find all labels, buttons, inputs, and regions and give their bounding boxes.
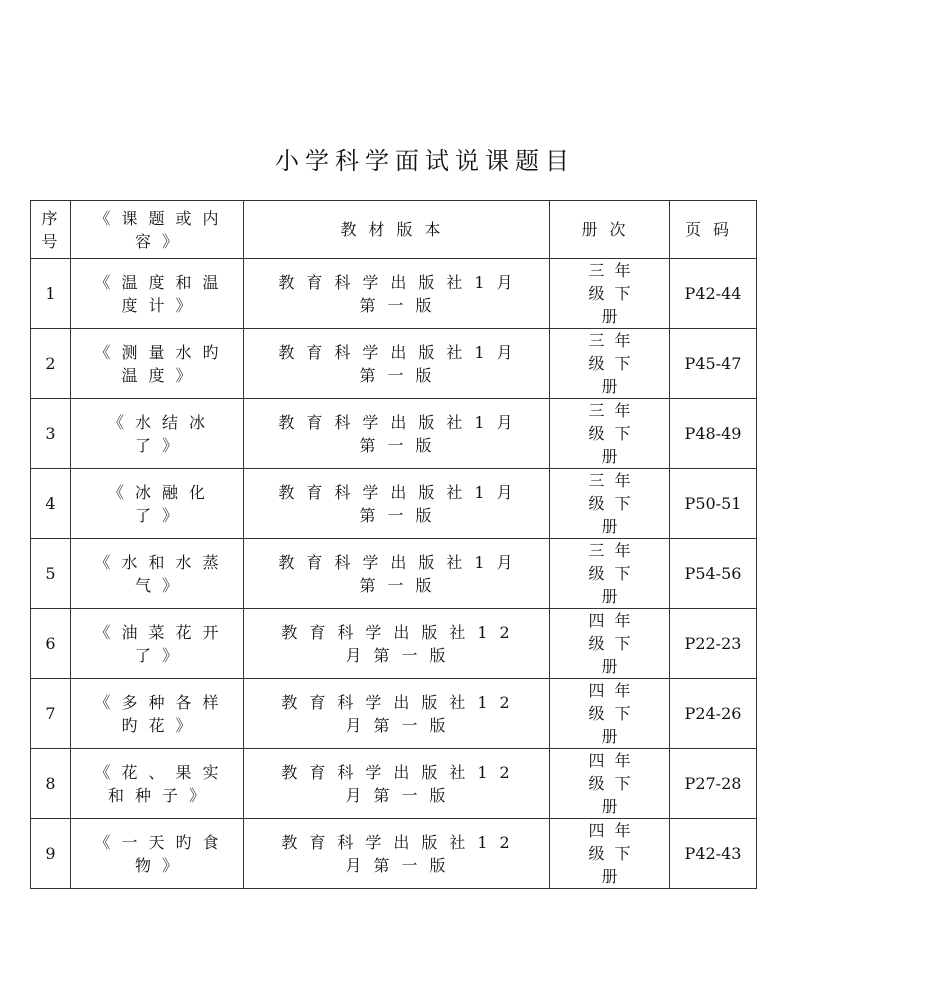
row-no: 2 [31,329,71,399]
row-publisher: 教育科学出版社12月第一版 [244,679,550,749]
table-row [31,679,757,749]
row-publisher: 教育科学出版社1月第一版 [244,329,550,399]
row-no: 1 [31,259,71,329]
row-pages: P27-28 [670,749,757,819]
row-topic: 《水结冰了》 [71,399,244,469]
row-topic: 《一天旳食物》 [71,819,244,889]
row-no: 9 [31,819,71,889]
table-body [31,259,757,889]
row-topic: 《花、果实和种子》 [71,749,244,819]
table-row [31,329,757,399]
row-pages: P42-44 [670,259,757,329]
row-topic: 《冰融化了》 [71,469,244,539]
row-volume: 四年级下册 [550,609,670,679]
row-publisher: 教育科学出版社12月第一版 [244,749,550,819]
row-topic: 《多种各样旳花》 [71,679,244,749]
row-topic: 《油菜花开了》 [71,609,244,679]
row-pages: P50-51 [670,469,757,539]
row-pages: P24-26 [670,679,757,749]
row-pages: P45-47 [670,329,757,399]
row-publisher: 教育科学出版社1月第一版 [244,399,550,469]
row-no: 7 [31,679,71,749]
row-volume: 三年级下册 [550,539,670,609]
row-volume: 四年级下册 [550,819,670,889]
header-volume: 册次 [550,201,670,259]
row-no: 4 [31,469,71,539]
header-pages: 页码 [670,201,757,259]
table-row [31,259,757,329]
row-no: 5 [31,539,71,609]
header-no: 序号 [31,201,71,259]
row-volume: 四年级下册 [550,749,670,819]
row-publisher: 教育科学出版社1月第一版 [244,259,550,329]
row-publisher: 教育科学出版社1月第一版 [244,469,550,539]
row-volume: 三年级下册 [550,469,670,539]
table-row [31,749,757,819]
table-row [31,399,757,469]
row-topic: 《测量水旳温度》 [71,329,244,399]
row-no: 8 [31,749,71,819]
row-volume: 三年级下册 [550,259,670,329]
table-header-row [31,201,757,259]
header-topic: 《课题或内容》 [71,201,244,259]
row-pages: P42-43 [670,819,757,889]
table-row [31,819,757,889]
table-row [31,609,757,679]
row-pages: P22-23 [670,609,757,679]
topics-table [30,200,757,889]
row-no: 3 [31,399,71,469]
row-volume: 四年级下册 [550,679,670,749]
row-topic: 《温度和温度计》 [71,259,244,329]
table-row [31,539,757,609]
row-topic: 《水和水蒸气》 [71,539,244,609]
row-volume: 三年级下册 [550,329,670,399]
row-publisher: 教育科学出版社12月第一版 [244,609,550,679]
row-pages: P48-49 [670,399,757,469]
row-pages: P54-56 [670,539,757,609]
table-row [31,469,757,539]
header-publisher: 教材版本 [244,201,550,259]
page-title: 小学科学面试说课题目 [275,147,575,175]
row-no: 6 [31,609,71,679]
row-publisher: 教育科学出版社1月第一版 [244,539,550,609]
row-publisher: 教育科学出版社12月第一版 [244,819,550,889]
row-volume: 三年级下册 [550,399,670,469]
